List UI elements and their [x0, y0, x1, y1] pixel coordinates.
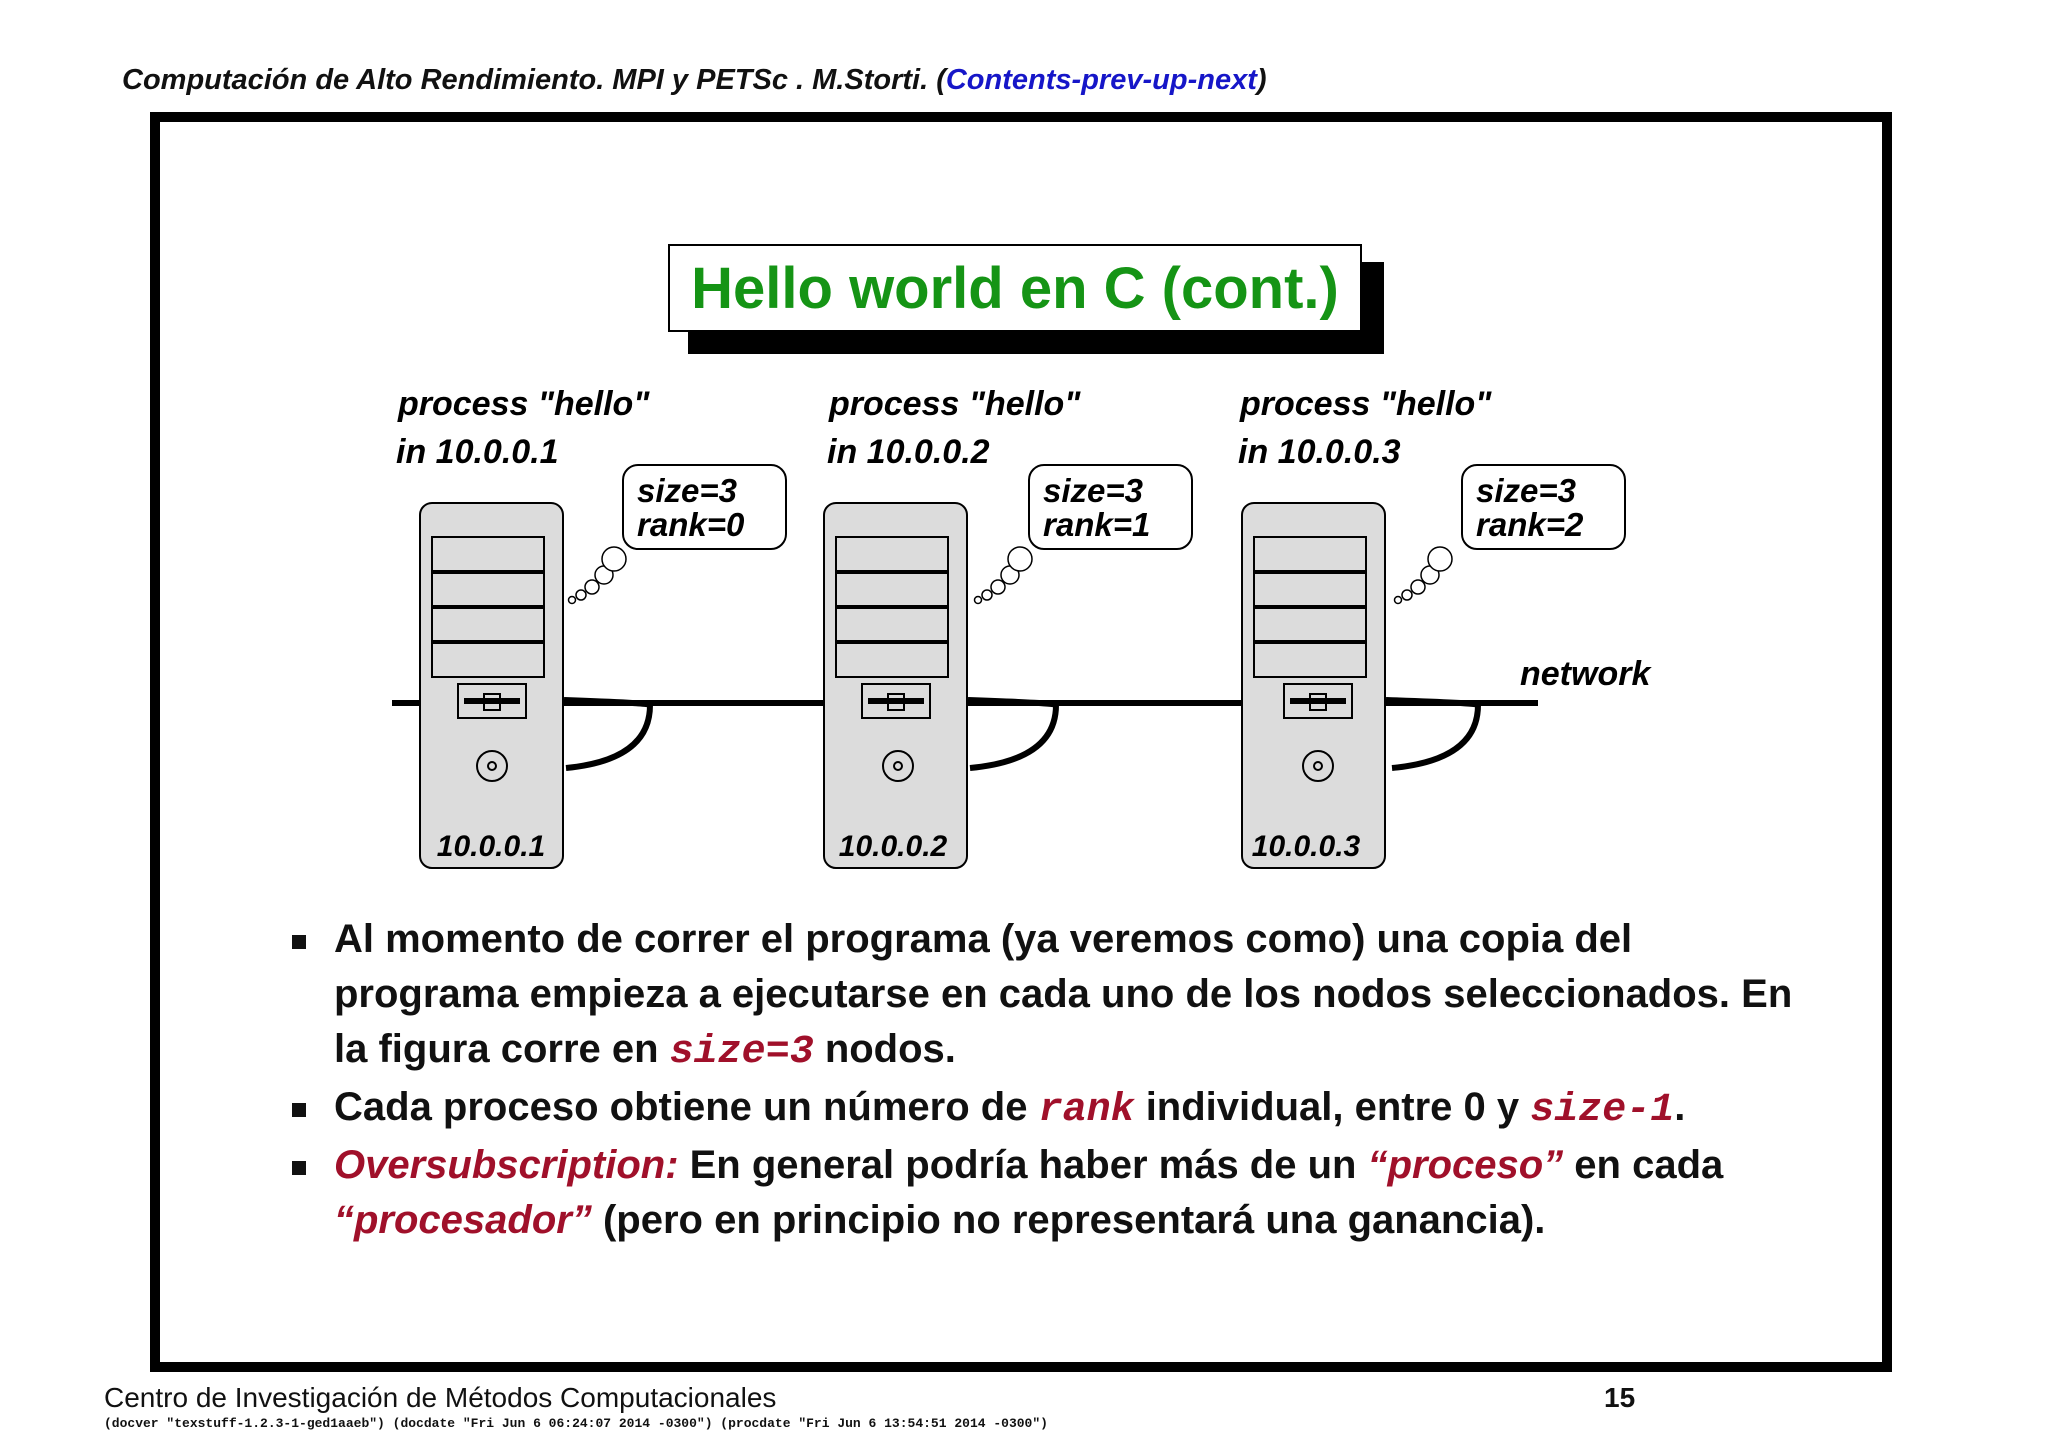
- bullet-text: (pero en principio no representará una ganancia).: [591, 1198, 1546, 1242]
- up-link[interactable]: up: [1152, 64, 1188, 96]
- rank-label: rank=2: [1476, 506, 1584, 543]
- bullet-text: nodos.: [813, 1027, 956, 1071]
- bullet-item: [292, 1080, 1812, 1138]
- emphasis-term: “procesador”: [334, 1198, 592, 1242]
- contents-link[interactable]: Contents: [945, 64, 1072, 96]
- node-2: [824, 385, 1192, 868]
- size-label: size=3: [637, 472, 737, 509]
- bullet-text: .: [1674, 1085, 1686, 1129]
- footer-meta: (docver "texstuff-1.2.3-1-ged1aaeb") (docdate "Fri Jun 6 06:24:07 2014 -0300") (procdate "Fri Jun 6 13:54:51 2014 -0300"): [104, 1416, 1048, 1431]
- emphasis-term: “proceso”: [1367, 1143, 1564, 1187]
- bullet-item: [292, 1138, 1812, 1248]
- thought-bubble-dot: [1395, 597, 1402, 604]
- prev-link[interactable]: prev: [1081, 64, 1143, 96]
- thought-bubble-dot: [569, 597, 576, 604]
- bullet-item: [292, 912, 1812, 1080]
- node-1: [396, 385, 786, 868]
- node-ip-label: 10.0.0.2: [838, 830, 948, 863]
- header-text: Computación de Alto Rendimiento. MPI y PETSc . M.Storti. (: [122, 64, 946, 96]
- node-3: [1238, 385, 1625, 868]
- rank-label: rank=0: [637, 506, 745, 543]
- network-label: network: [1520, 655, 1651, 693]
- network-cable: [1386, 700, 1478, 768]
- bullet-list: [292, 912, 1812, 1248]
- network-cable: [968, 700, 1056, 768]
- next-link[interactable]: next: [1197, 64, 1257, 96]
- bullet-text: En general podría haber más de un: [678, 1143, 1368, 1187]
- process-label-line2: in 10.0.0.3: [1238, 433, 1401, 471]
- link-separator: -: [1142, 64, 1153, 96]
- bullet-text: Al momento de correr el programa (ya veremos como) una copia del programa empieza a ejecutarse en cada uno de los nodos seleccionados. En la figura corre en: [334, 917, 1793, 1071]
- thought-bubble-dot: [975, 597, 982, 604]
- bullet-square-icon: [292, 1161, 306, 1175]
- size-label: size=3: [1043, 472, 1143, 509]
- emphasis-term: Oversubscription:: [334, 1143, 679, 1187]
- process-label-line2: in 10.0.0.1: [396, 433, 559, 471]
- size-label: size=3: [1476, 472, 1576, 509]
- page-number: 15: [1604, 1382, 1636, 1413]
- rank-label: rank=1: [1043, 506, 1151, 543]
- bullet-text: Cada proceso obtiene un número de: [334, 1085, 1039, 1129]
- link-separator: -: [1071, 64, 1082, 96]
- process-label-line1: process "hello": [1240, 385, 1492, 423]
- node-ip-label: 10.0.0.3: [1251, 830, 1361, 863]
- inline-code: rank: [1038, 1088, 1135, 1133]
- inline-code: size=3: [669, 1030, 814, 1075]
- bullet-text: individual, entre 0 y: [1134, 1085, 1531, 1129]
- inline-code: size-1: [1530, 1088, 1675, 1133]
- footer-institution: Centro de Investigación de Métodos Computacionales: [104, 1382, 777, 1413]
- bullet-square-icon: [292, 1103, 306, 1117]
- bullet-text: en cada: [1563, 1143, 1724, 1187]
- node-ip-label: 10.0.0.1: [436, 830, 546, 863]
- process-label-line1: process "hello": [398, 385, 650, 423]
- power-button-icon: [477, 751, 507, 781]
- power-button-icon: [883, 751, 913, 781]
- process-label-line1: process "hello": [829, 385, 1081, 423]
- network-cable: [564, 700, 650, 768]
- link-separator: -: [1187, 64, 1198, 96]
- slide-title: Hello world en C (cont.): [691, 255, 1339, 321]
- header-suffix: ): [1256, 64, 1267, 96]
- bullet-square-icon: [292, 935, 306, 949]
- power-button-icon: [1303, 751, 1333, 781]
- process-label-line2: in 10.0.0.2: [827, 433, 990, 471]
